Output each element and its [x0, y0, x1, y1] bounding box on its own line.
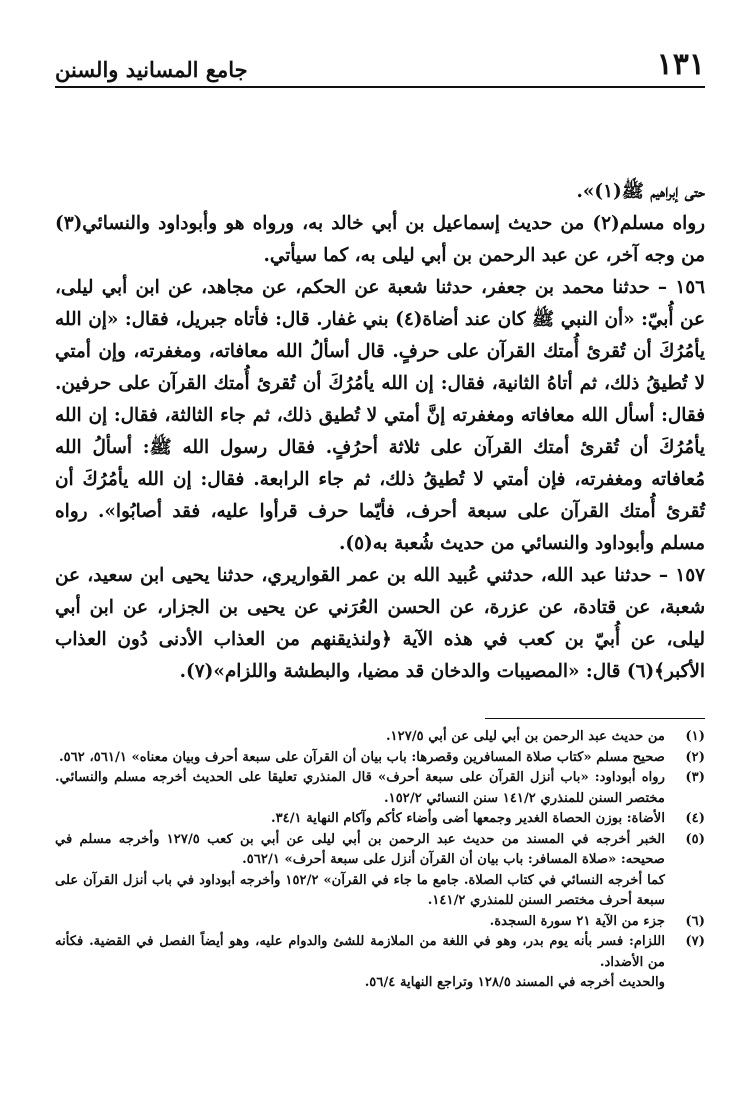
header-rule [55, 86, 705, 88]
paragraph: ١٥٧ – حدثنا عبد الله، حدثني عُبيد الله بن عمر القواريري، حدثنا يحيى ابن سعيد، عن شعبة، عن قتادة، عن عزرة، عن الحسن العُرَني عن يحيى بن الجزار، عن ابن أبي ليلى، عن أُبيّ بن كعب في هذه الآية ﴿ولنذيقنهم من العذاب الأدنى دُون العذاب الأكبر﴾(٦) قال: «المصيبات والدخان قد مضيا، والبطشة واللزام»(٧). [55, 565, 705, 682]
footnote-number: (٥) [685, 831, 705, 847]
main-text [55, 176, 705, 688]
footnote-number: (٧) [685, 934, 705, 949]
footnote-number: (١) [685, 729, 705, 744]
footnote-number: (٣) [685, 770, 705, 785]
footnote [55, 932, 705, 973]
page-number: ١٣١ [656, 47, 705, 82]
footnote [55, 748, 705, 769]
paragraph: حتى إبراهيم ﷺ(١)». [576, 181, 705, 202]
footnote [55, 809, 705, 830]
footnote-continuation: كما أخرجه النسائي في كتاب الصلاة. جامع ما جاء في القرآن» ١٥٢/٢ وأخرجه أبوداود في باب أنزل القرآن على سبعة أحرف مختصر السنن للمنذري ١٤١/٢. [55, 872, 665, 908]
page-header [55, 40, 705, 80]
paragraph: ١٥٦ – حدثنا محمد بن جعفر، حدثنا شعبة عن الحكم، عن مجاهد، عن ابن أبي ليلى، عن أُبيّ: «أن النبي ﷺ كان عند أضاة(٤) بني غفار. قال: فأتاه جبريل، فقال: «إن الله يأمُرُكَ أن تُقرئ أُمتك القرآن على حرفٍ. قال أسألُ الله معافاته، ومغفرته، وإن أمتي لا تُطيقُ ذلك، ثم أتاهُ الثانية، فقال: إن الله يأمُرُكَ أن تُقرئ أُمتك القرآن على حرفين. فقال: أسأل الله معافاته ومغفرته إنَّ أمتي لا تُطيق ذلك، ثم جاء الثالثة، فقال: إن الله يأمُرُكَ أن تُقرئ أمتك القرآن على ثلاثة أحرُفٍ. فقال رسول الله ﷺ: أسألُ الله مُعافاته ومغفرته، فإن أمتي لا تُطيقُ ذلك، ثم جاء الرابعة. فقال: إن الله يأمُرُكَ أن تُقرئ أُمتك القرآن على سبعة أحرف، فأيّما حرف قرأوا عليه، فقد أصابُوا». رواه مسلم وأبوداود والنسائي من حديث شُعبة به(٥). [55, 277, 705, 554]
footnote-text: اللزام: فسر بأنه يوم بدر، وهو في اللغة من الملازمة للشئ والدوام عليه، وهو أيضاً الفصل في القضية. فكأنه من الأضداد. [55, 934, 665, 970]
footnote [55, 727, 705, 748]
footnote [55, 830, 705, 871]
paragraph: رواه مسلم(٢) من حديث إسماعيل بن أبي خالد به، ورواه هو وأبوداود والنسائي(٣) من وجه آخر، عن عبد الرحمن بن أبي ليلى به، كما سيأتي. [55, 213, 705, 266]
footnote-number: (٤) [685, 811, 705, 826]
footnote-rule [485, 718, 705, 719]
footnote-number: (٢) [685, 749, 705, 765]
footnote [55, 912, 705, 933]
footnote-number: (٦) [685, 913, 705, 929]
footnote-text: الأضاة: بوزن الحصاة الغدير وجمعها أضى وأضاء كأكم وآكام النهاية ٣٤/١. [270, 811, 665, 826]
footnote-text: رواه أبوداود: «باب أنزل القرآن على سبعة أحرف» قال المنذري تعليقا على الحديث أخرجه مسلم والنسائي. مختصر السنن للمنذري ١٤١/٢ سنن النسائي ١٥٢/٢. [55, 770, 665, 806]
running-title: جامع المسانيد والسنن [55, 57, 248, 82]
footnotes [55, 727, 705, 994]
footnote-text: من حديث عبد الرحمن بن أبي ليلى عن أبي ١٢٧/٥. [385, 729, 665, 744]
footnote-text: الخبر أخرجه في المسند من حديث عبد الرحمن بن أبي ليلى عن أبي بن كعب ١٢٧/٥ وأخرجه مسلم في صحيحه: «صلاة المسافر: باب بيان أن القرآن أنزل على سبعة أحرف» ٥٦٢/١. [55, 831, 665, 867]
footnote [55, 768, 705, 809]
footnote-text: صحيح مسلم «كتاب صلاة المسافرين وقصرها: باب بيان أن القرآن على سبعة أحرف وبيان معناه» ٥٦١/١، ٥٦٢. [59, 749, 665, 765]
footnote-text: جزء من الآية ٢١ سورة السجدة. [489, 913, 665, 929]
book-page [55, 40, 705, 994]
footnote-continuation: والحديث أخرجه في المسند ١٢٨/٥ وتراجع النهاية ٥٦/٤. [364, 975, 665, 990]
